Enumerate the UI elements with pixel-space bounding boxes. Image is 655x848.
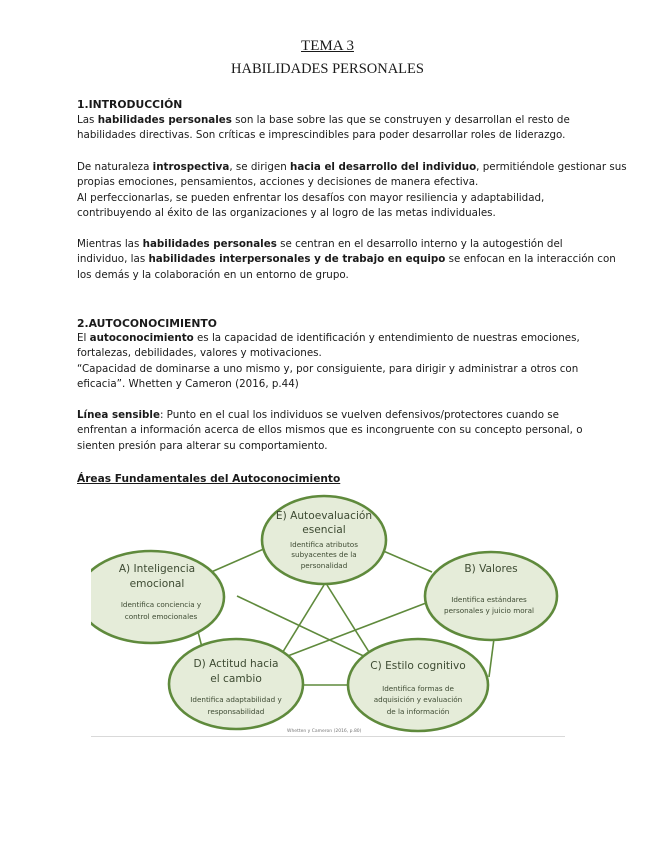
bold-text: habilidades personales xyxy=(142,238,277,250)
text-line: propias emociones, pensamientos, acciones y decisiones de manera efectiva. xyxy=(77,176,479,189)
section-heading-introduccion: 1.INTRODUCCIÓN xyxy=(77,98,183,111)
paragraph-intro-2 xyxy=(77,160,627,221)
node-e-desc: personalidad xyxy=(300,561,348,570)
text: , permitiéndole gestionar sus xyxy=(476,161,627,173)
text: es la capacidad de identificación y entendimiento de nuestras emociones, xyxy=(193,332,580,344)
node-b-title: B) Valores xyxy=(464,563,518,575)
paragraph-linea-sensible xyxy=(77,408,587,454)
page-title: TEMA 3 xyxy=(301,38,354,54)
node-c-desc: de la información xyxy=(386,707,450,716)
node-c-desc: Identifica formas de xyxy=(382,684,454,693)
text-line: habilidades directivas. Son críticas e imprescindibles para poder desarrollar roles de liderazgo. xyxy=(77,129,566,142)
node-c-desc: adquisición y evaluación xyxy=(373,695,463,704)
text-line: los demás y la colaboración en un entorno de grupo. xyxy=(77,268,349,281)
text-line: sienten presión para alterar su comportamiento. xyxy=(77,439,328,452)
paragraph-auto-1 xyxy=(77,331,587,392)
node-e-title: esencial xyxy=(302,524,346,536)
text: se enfocan en la interacción con xyxy=(445,253,616,266)
node-a-title: A) Inteligencia xyxy=(118,563,196,575)
text-line: contribuyendo al éxito de las organizaciones y al logro de las metas individuales. xyxy=(77,206,496,219)
bold-text: introspectiva xyxy=(152,161,230,173)
paragraph-intro-1 xyxy=(77,113,587,144)
diagram-source: Whetten y Cameron (2016, p.80) xyxy=(287,729,362,734)
node-d-title: el cambio xyxy=(210,673,262,685)
quote-line: eficacia”. Whetten y Cameron (2016, p.44) xyxy=(77,377,299,390)
areas-heading: Áreas Fundamentales del Autoconocimiento xyxy=(77,473,341,485)
bold-text: autoconocimiento xyxy=(89,332,194,344)
text: , se dirigen xyxy=(229,161,290,173)
node-d-title: D) Actitud hacia xyxy=(193,658,279,670)
diagram-svg xyxy=(91,492,565,738)
text-line: Al perfeccionarlas, se pueden enfrentar los desafíos con mayor resiliencia y adaptabilidad, xyxy=(77,191,545,204)
node-b-desc: Identifica estándares xyxy=(451,595,527,604)
text: se centran en el desarrollo interno y la autogestión del xyxy=(276,238,563,250)
node-e-desc: Identifica atributos xyxy=(290,540,358,549)
paragraph-intro-3 xyxy=(77,237,616,283)
node-c-title: C) Estilo cognitivo xyxy=(370,660,466,672)
node-e-desc: subyacentes de la xyxy=(291,550,357,559)
text-line xyxy=(77,331,587,346)
text: son la base sobre las que se construyen y desarrollan el resto de xyxy=(231,114,570,126)
text: Mientras las xyxy=(77,238,143,250)
text-line: enfrentan a información acerca de ellos mismos que es incongruente con su concepto personal, o xyxy=(77,424,583,437)
bold-text: habilidades interpersonales y de trabajo en equipo xyxy=(148,253,446,266)
node-a-title: emocional xyxy=(129,578,185,590)
text: Las xyxy=(77,114,98,126)
text-line xyxy=(77,237,587,252)
text: El xyxy=(77,332,90,344)
text: : Punto en el cual los individuos se vuelven defensivos/protectores cuando se xyxy=(159,409,559,421)
text-line: fortalezas, debilidades, valores y motivaciones. xyxy=(77,347,322,360)
quote-line: “Capacidad de dominarse a uno mismo y, por consiguiente, para dirigir y administrar a otros con xyxy=(77,362,579,375)
node-e-title: E) Autoevaluación xyxy=(275,510,373,522)
node-a-desc: Identifica conciencia y xyxy=(120,600,202,609)
bold-text: habilidades personales xyxy=(97,114,232,126)
text-line xyxy=(77,252,616,267)
node-d-desc: Identifica adaptabilidad y xyxy=(190,695,282,704)
node-b-desc: personales y juicio moral xyxy=(444,606,534,615)
autoconocimiento-diagram xyxy=(91,492,565,738)
bold-text: Línea sensible xyxy=(77,409,160,421)
page-subtitle: HABILIDADES PERSONALES xyxy=(231,61,424,77)
node-a-desc: control emocionales xyxy=(124,612,198,621)
text-line xyxy=(77,408,587,423)
section-heading-autoconocimiento: 2.AUTOCONOCIMIENTO xyxy=(77,317,217,330)
bold-text: hacia el desarrollo del individuo xyxy=(290,161,477,173)
node-d-desc: responsabilidad xyxy=(207,707,265,716)
text-line xyxy=(77,113,587,128)
text-line xyxy=(77,160,627,175)
text: De naturaleza xyxy=(77,161,153,173)
connector-e-c xyxy=(327,585,374,660)
text: individuo, las xyxy=(77,253,149,266)
